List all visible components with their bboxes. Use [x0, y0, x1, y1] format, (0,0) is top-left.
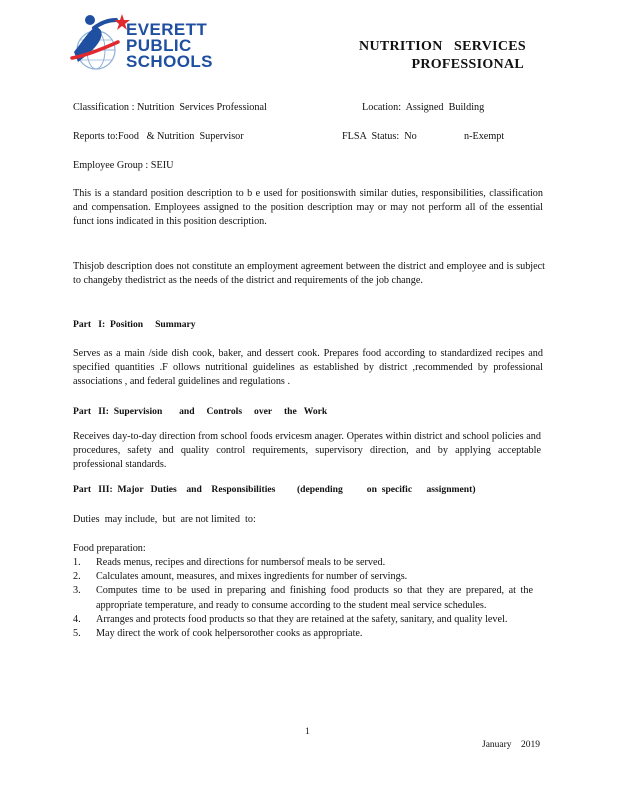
- district-logo: [70, 12, 240, 82]
- list-item-number: 4.: [73, 613, 81, 625]
- part-1-body: Serves as a main /side dish cook, baker, and dessert cook. Prepares food according to standardized recipes and specified quantities .F ollows nutritional guidelines as established by district ,recommended by professional associations , and federal guidelines and regulations .: [73, 348, 543, 388]
- title-line-1: NUTRITION SERVICES: [359, 39, 526, 54]
- list-item: [73, 584, 533, 612]
- page-number: 1: [305, 727, 310, 737]
- reports-to-field: Reports to:Food & Nutrition Supervisor: [73, 131, 244, 142]
- list-item-text: Reads menus, recipes and directions for numbersof meals to be served.: [96, 557, 386, 568]
- globe-runner-icon: [70, 12, 130, 78]
- list-item-text: Arranges and protects food products so that they are retained at the safety, sanitary, and quality level.: [96, 613, 508, 625]
- location-field: Location: Assigned Building: [362, 102, 485, 113]
- logo-line-schools: SCHOOLS: [126, 52, 213, 71]
- part-3-intro: Duties may include, but are not limited to:: [73, 514, 256, 525]
- list-item: [73, 627, 533, 641]
- list-item-number: 1.: [73, 557, 81, 568]
- part-2-body: Receives day-to-day direction from school foods ervicesm anager. Operates within district and school policies and procedures, safety and quality control requirements, supervisory direction, and by applying acceptable professional standards.: [73, 431, 541, 471]
- food-preparation-subheading: Food preparation:: [73, 543, 146, 554]
- duties-list: [73, 556, 533, 641]
- intro-paragraph-2: Thisjob description does not constitute an employment agreement between the district and employee and is subject to changeby thedistrict as the needs of the district and requirements of the job change.: [73, 261, 545, 287]
- list-item: [73, 570, 533, 584]
- flsa-status-field: FLSA Status: No: [342, 131, 417, 142]
- part-3-heading: Part III: Major Duties and Responsibilities (depending on specific assignment): [73, 484, 476, 495]
- revision-date: January 2019: [482, 740, 541, 750]
- flsa-status-suffix: n-Exempt: [464, 131, 505, 142]
- intro-paragraph-1: This is a standard position description to b e used for positionswith similar duties, responsibilities, classification and compensation. Employees assigned to the position description may or may not perform all of the essential funct ions indicated in this position description.: [73, 188, 543, 228]
- list-item: [73, 613, 533, 627]
- employee-group-field: Employee Group : SEIU: [73, 160, 174, 171]
- list-item-number: 3.: [73, 585, 81, 597]
- list-item-text: Computes time to be used in preparing and finishing food products so that they are prepared, at the appropriate temperature, and ready to consume according to the student meal service schedules.: [96, 585, 533, 611]
- list-item-text: Calculates amount, measures, and mixes ingredients for number of servings.: [96, 571, 408, 583]
- part-1-heading: Part I: Position Summary: [73, 319, 196, 330]
- list-item-text: May direct the work of cook helpersorother cooks as appropriate.: [96, 628, 363, 640]
- part-2-heading: Part II: Supervision and Controls over the Work: [73, 406, 328, 417]
- logo-line-everett: EVERETT: [126, 20, 208, 39]
- classification-field: Classification : Nutrition Services Professional: [73, 102, 267, 113]
- list-item: [73, 556, 533, 570]
- list-item-number: 2.: [73, 571, 81, 583]
- list-item-number: 5.: [73, 628, 81, 640]
- document-title: [266, 38, 526, 74]
- logo-line-public: PUBLIC: [126, 36, 192, 55]
- title-line-2: PROFESSIONAL: [411, 57, 524, 72]
